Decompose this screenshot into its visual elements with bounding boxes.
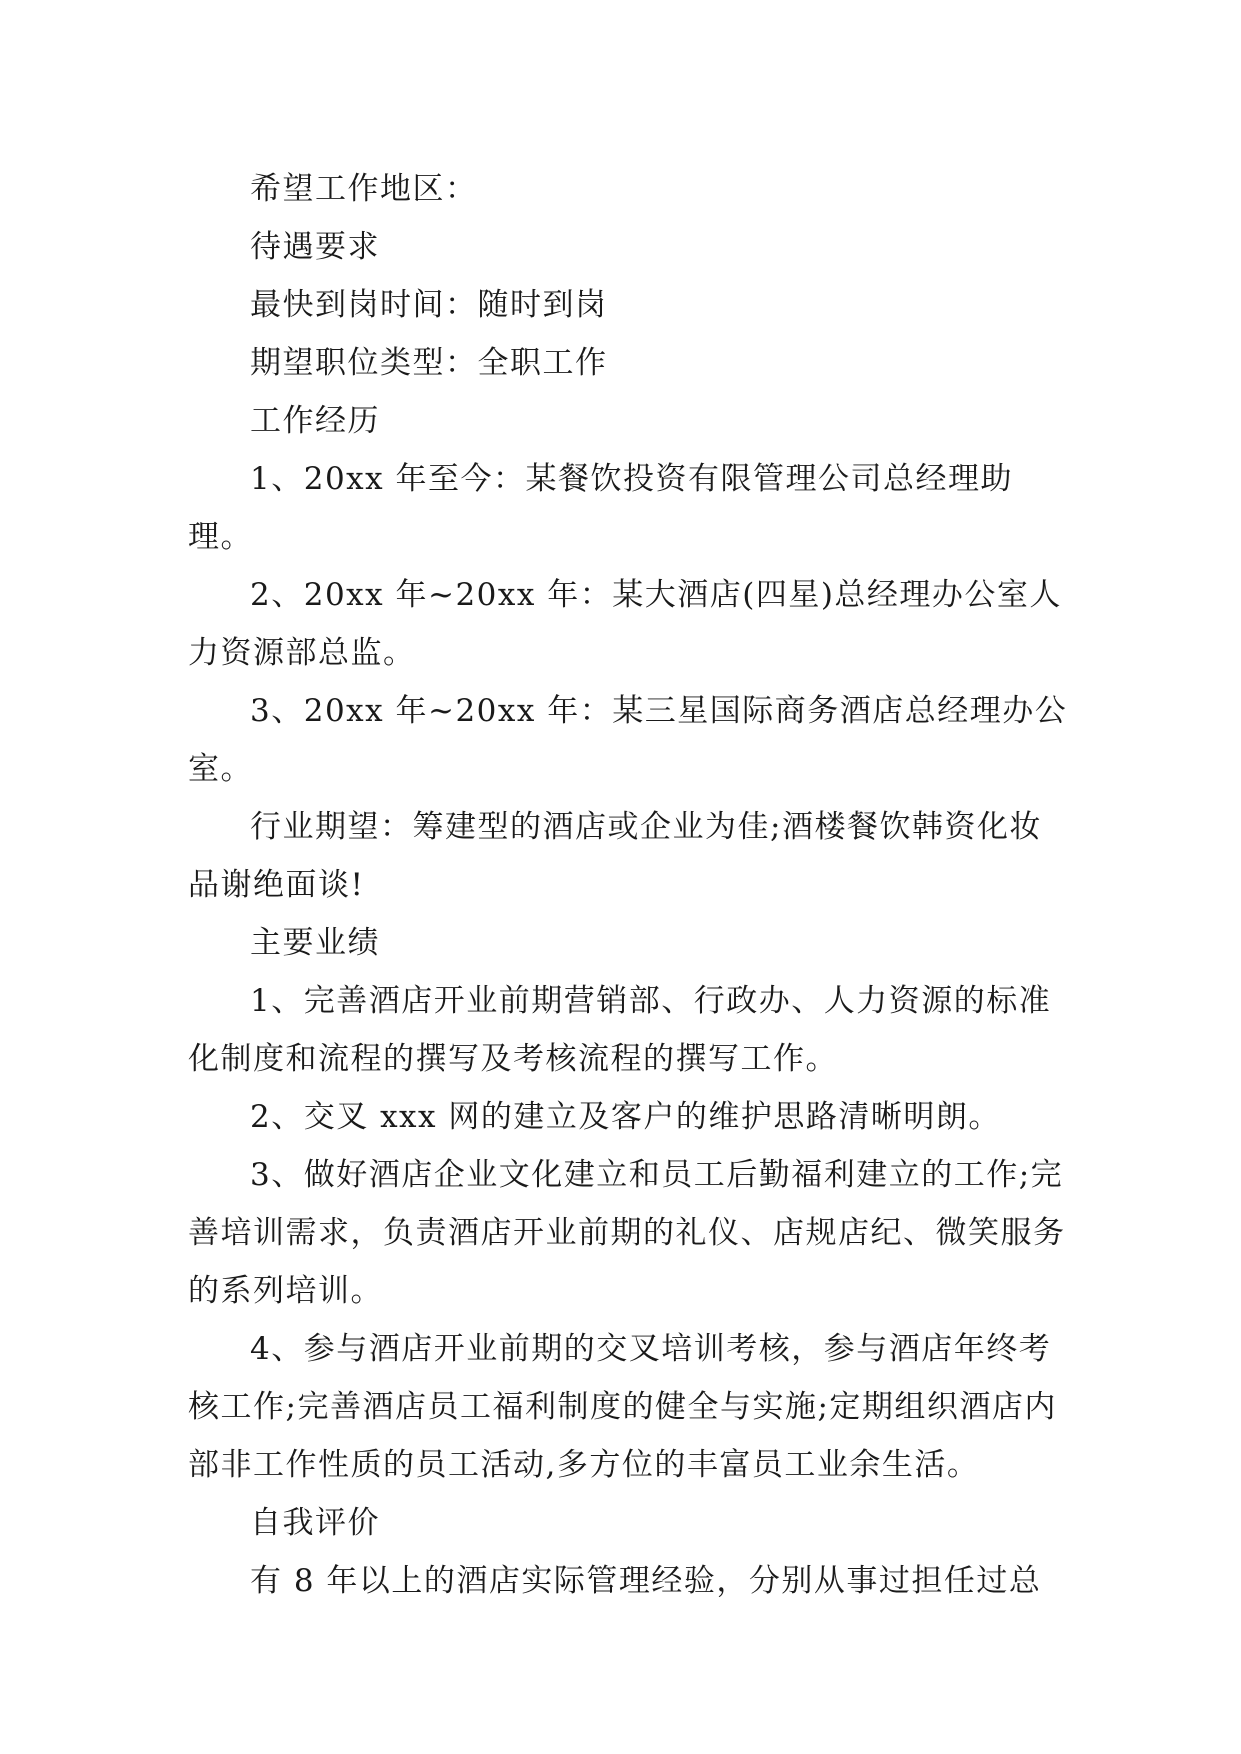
paragraph-job-type: 期望职位类型：全职工作 [250,345,608,381]
heading-self-evaluation: 自我评价 [250,1505,380,1541]
paragraph-achievement-2: 2、交叉 xxx 网的建立及客户的维护思路清晰明朗。 [250,1099,1001,1135]
paragraph-industry-expectation: 行业期望：筹建型的酒店或企业为佳;酒楼餐饮韩资化妆品谢绝面谈! [188,809,1042,903]
paragraph-experience-1: 1、20xx 年至今：某餐饮投资有限管理公司总经理助理。 [188,461,1013,555]
paragraph-achievement-1: 1、完善酒店开业前期营销部、行政办、人力资源的标准化制度和流程的撰写及考核流程的撰写工作。 [188,983,1052,1077]
paragraph-self-evaluation: 有 8 年以上的酒店实际管理经验，分别从事过担任过总 [250,1563,1042,1599]
paragraph-earliest-start: 最快到岗时间：随时到岗 [250,287,608,323]
paragraph-work-region: 希望工作地区： [250,171,478,207]
paragraph-achievement-4: 4、参与酒店开业前期的交叉培训考核，参与酒店年终考核工作;完善酒店员工福利制度的健全与实施;定期组织酒店内部非工作性质的员工活动,多方位的丰富员工业余生活。 [188,1331,1057,1483]
heading-achievements: 主要业绩 [250,925,380,961]
paragraph-experience-2: 2、20xx 年~20xx 年：某大酒店(四星)总经理办公室人力资源部总监。 [188,577,1062,671]
paragraph-salary-requirement: 待遇要求 [250,229,380,265]
heading-work-experience: 工作经历 [250,403,380,439]
paragraph-experience-3: 3、20xx 年~20xx 年：某三星国际商务酒店总经理办公室。 [188,693,1068,787]
paragraph-achievement-3: 3、做好酒店企业文化建立和员工后勤福利建立的工作;完善培训需求，负责酒店开业前期的礼仪、店规店纪、微笑服务的系列培训。 [188,1157,1066,1309]
document-body [188,160,1068,1610]
